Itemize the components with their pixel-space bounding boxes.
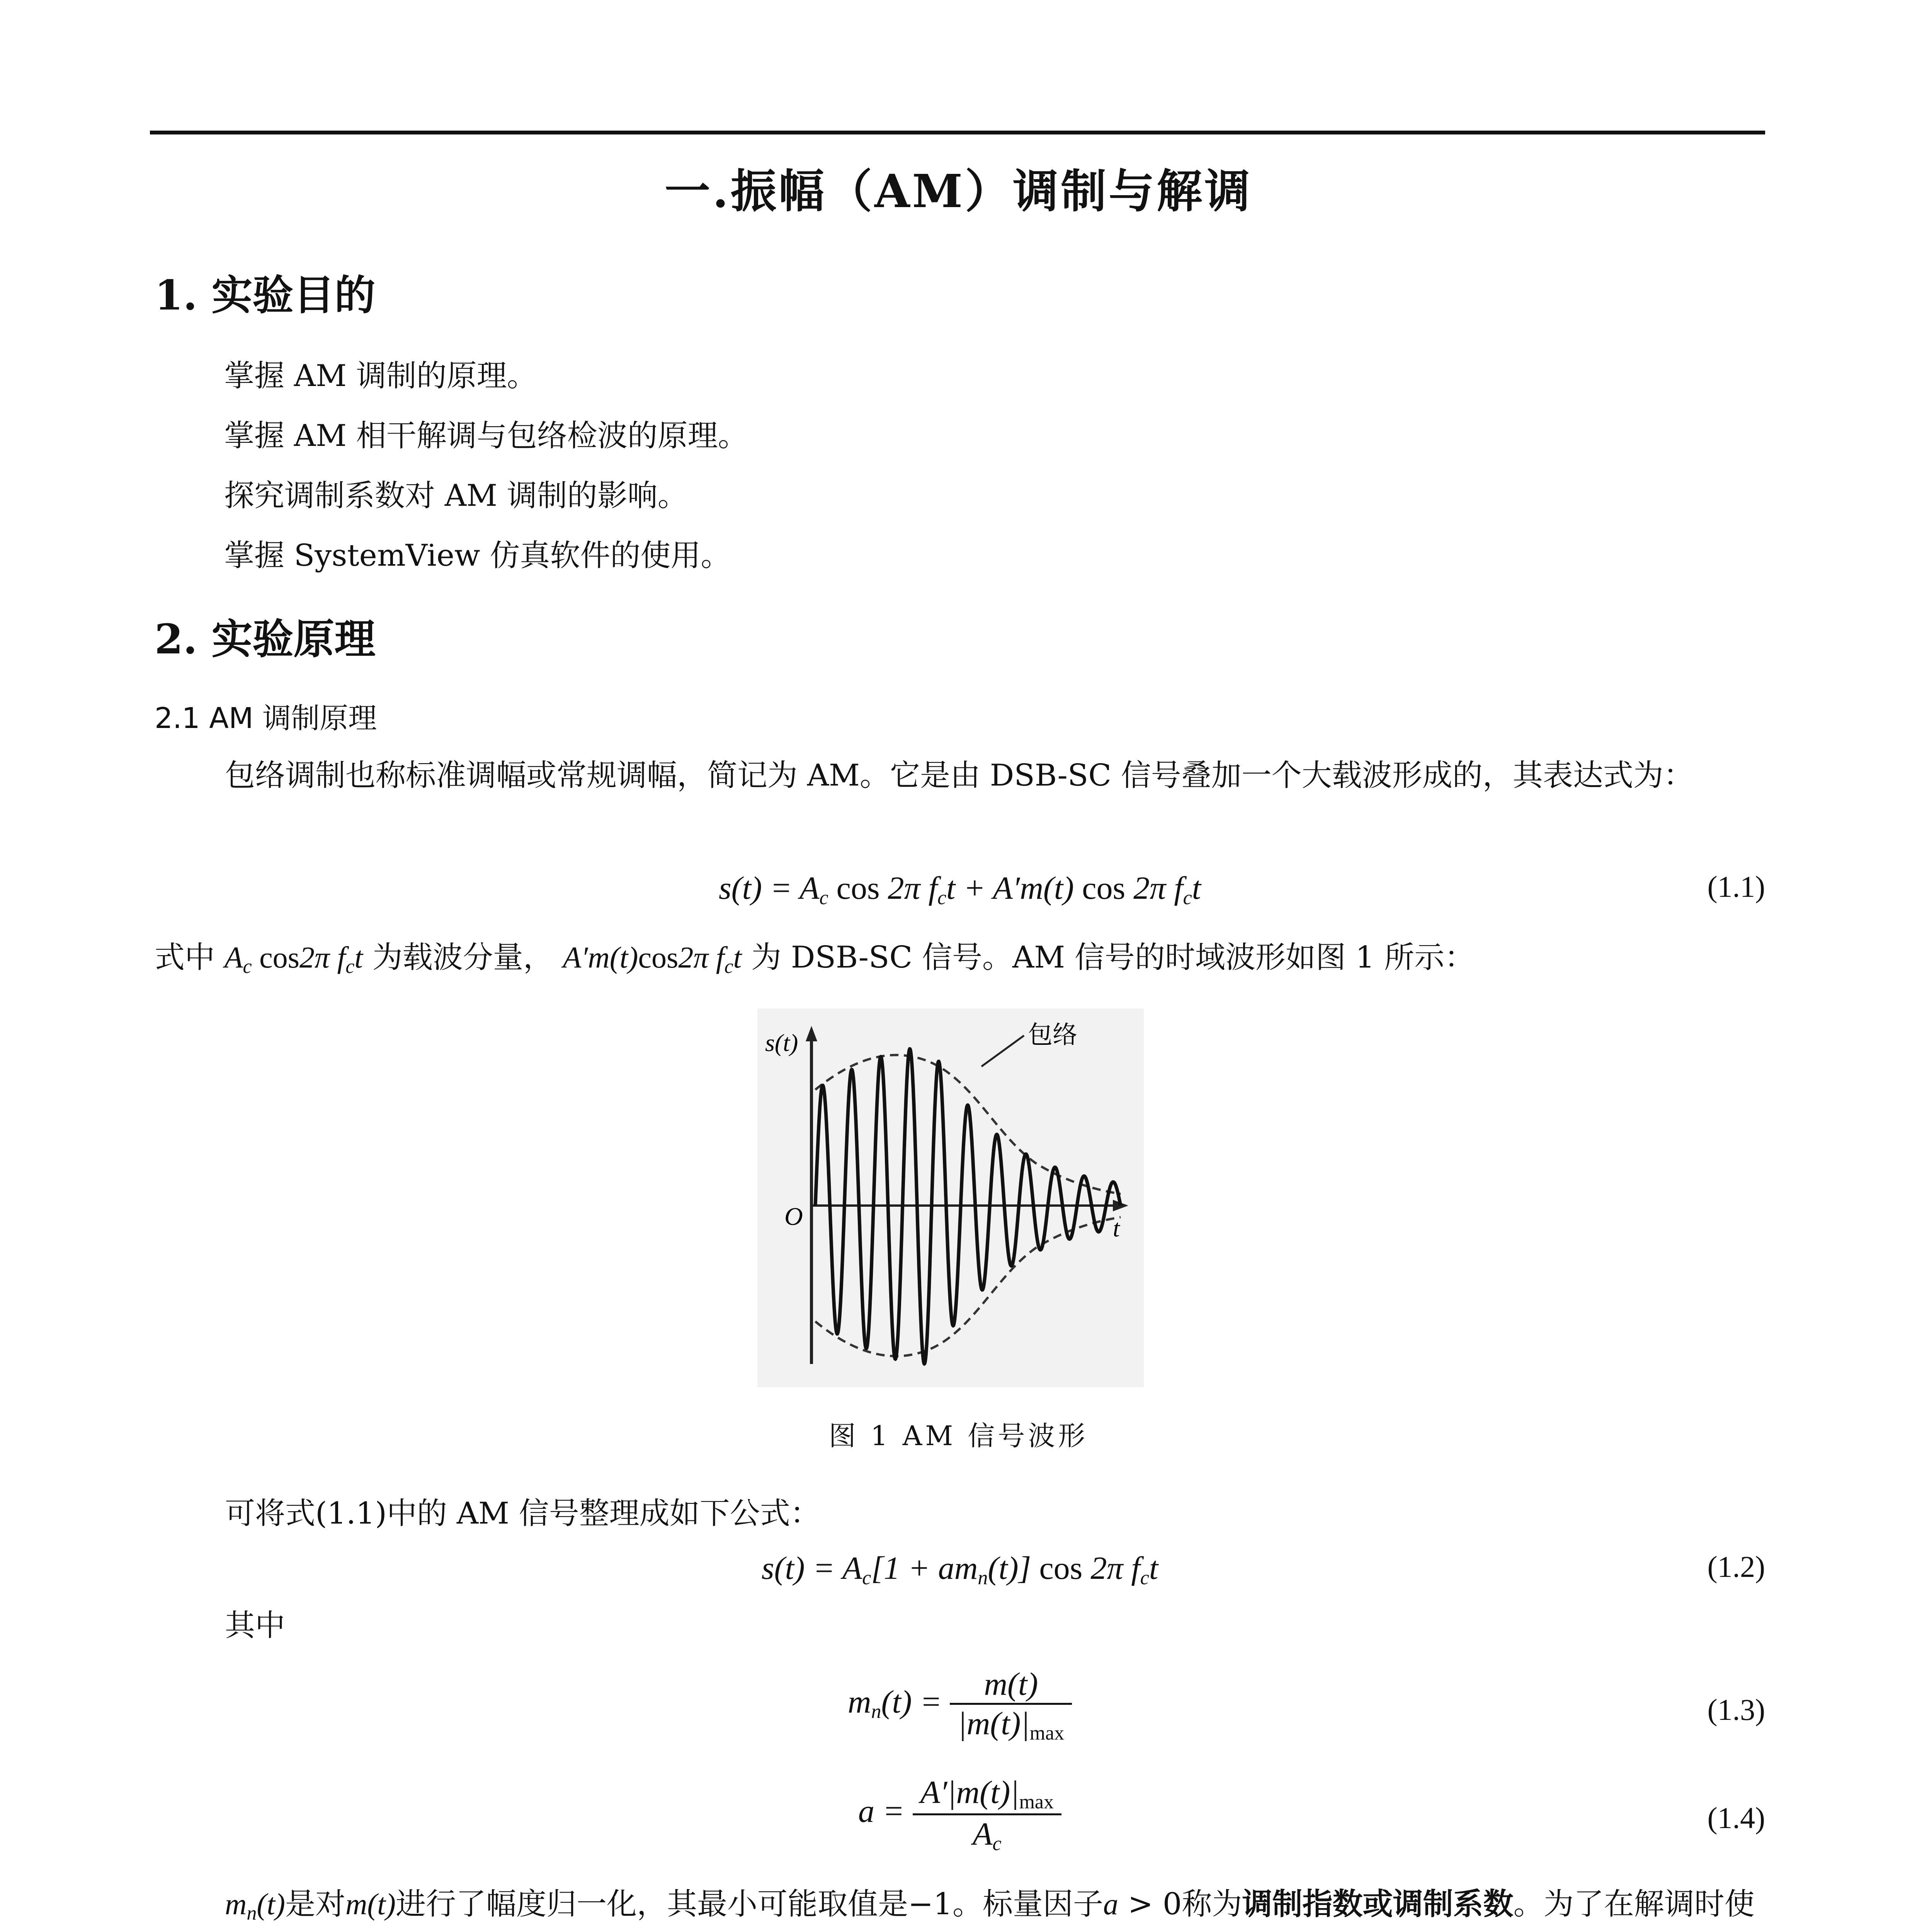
equation-1-2-body: $s(t) = A_c[1 + am_n(t)]$ cos 2π $f_ct$ bbox=[761, 1550, 1158, 1589]
objective-item: 掌握 SystemView 仿真软件的使用。 bbox=[224, 538, 731, 573]
text-run: 称为 bbox=[1182, 1887, 1242, 1922]
text-run: 为载波分量， bbox=[372, 940, 553, 975]
text-run: 。标量因子 bbox=[952, 1887, 1103, 1922]
inline-math: m(t) bbox=[345, 1887, 396, 1921]
inline-math: −1 bbox=[908, 1887, 953, 1922]
equation-1-3 bbox=[155, 1665, 1765, 1766]
objective-item: 探究调制系数对 AM 调制的影响。 bbox=[224, 478, 688, 513]
label-envelope: 包络 bbox=[1028, 1021, 1077, 1049]
top-rule bbox=[150, 131, 1765, 134]
paragraph-am-definition: 包络调制也称标准调幅或常规调幅，简记为 AM。它是由 DSB-SC 信号叠加一个大载波形成的，其表达式为： bbox=[225, 758, 1694, 793]
section-2-heading: 2. 实验原理 bbox=[155, 615, 376, 663]
section-1-heading: 1. 实验目的 bbox=[155, 271, 376, 319]
subsection-2-1-heading: 2.1 AM 调制原理 bbox=[155, 702, 377, 735]
equation-1-4-body: a = $\frac{A'|m(t)|_{max}}{A_c}$ bbox=[155, 1774, 1765, 1855]
bold-term: 调制指数或调制系数 bbox=[1242, 1886, 1514, 1922]
paragraph-carrier-component bbox=[155, 931, 1765, 993]
text-run: 式中 bbox=[155, 940, 215, 975]
equation-number: (1.3) bbox=[1707, 1693, 1765, 1726]
fraction: $\frac{m(t)}{|m(t)|_{max}}$ bbox=[950, 1665, 1072, 1745]
paragraph-normalization: $m_n(t)$是对m(t)进行了幅度归一化，其最小可能取值是−1。标量因子a > 0称为调制指数或调制系数。为了在解调时使 bbox=[155, 1878, 1765, 1932]
text-run: 进行了幅度归一化，其最小可能取值是 bbox=[395, 1887, 908, 1922]
equation-number: (1.2) bbox=[1707, 1550, 1765, 1583]
equation-1-2 bbox=[155, 1549, 1765, 1604]
inline-math: A′m(t)cos2π $f_ct$ bbox=[563, 940, 742, 978]
equation-1-3-body: $m_n(t)$ = $\frac{m(t)}{|m(t)|_{max}}$ bbox=[155, 1665, 1765, 1745]
inline-math: a bbox=[1103, 1887, 1118, 1921]
equation-1-1-body: $s(t) = A_c$ cos 2π $f_ct + A'm(t)$ cos 2π $f_ct$ bbox=[718, 870, 1201, 909]
inline-math: $A_c$ cos2π $f_ct$ bbox=[224, 940, 363, 978]
equation-1-1 bbox=[155, 869, 1765, 923]
equation-number: (1.4) bbox=[1707, 1801, 1765, 1835]
figure-1-caption: 图 1 AM 信号波形 bbox=[828, 1420, 1089, 1452]
figure-1-am-waveform bbox=[757, 1009, 1144, 1387]
label-origin: O bbox=[784, 1202, 803, 1231]
paragraph-reformulate: 可将式(1.1)中的 AM 信号整理成如下公式： bbox=[225, 1496, 820, 1531]
inline-math: $m_n(t)$ bbox=[225, 1887, 285, 1924]
objective-item: 掌握 AM 相干解调与包络检波的原理。 bbox=[224, 418, 748, 453]
equation-number: (1.1) bbox=[1707, 870, 1765, 903]
paragraph-where: 其中 bbox=[225, 1608, 286, 1643]
text-run: 。为了在解调时使 bbox=[1513, 1887, 1755, 1922]
equation-1-4 bbox=[155, 1774, 1765, 1874]
label-t: t bbox=[1113, 1214, 1120, 1242]
page-title: 一.振幅（AM）调制与解调 bbox=[664, 164, 1253, 218]
label-s-of-t: s(t) bbox=[765, 1029, 798, 1056]
text-run: 为 DSB-SC 信号。AM 信号的时域波形如图 1 所示： bbox=[751, 940, 1475, 975]
text-run: 是对 bbox=[285, 1887, 345, 1922]
objective-item: 掌握 AM 调制的原理。 bbox=[224, 359, 537, 393]
fraction: $\frac{A'|m(t)|_{max}}{A_c}$ bbox=[913, 1774, 1061, 1855]
